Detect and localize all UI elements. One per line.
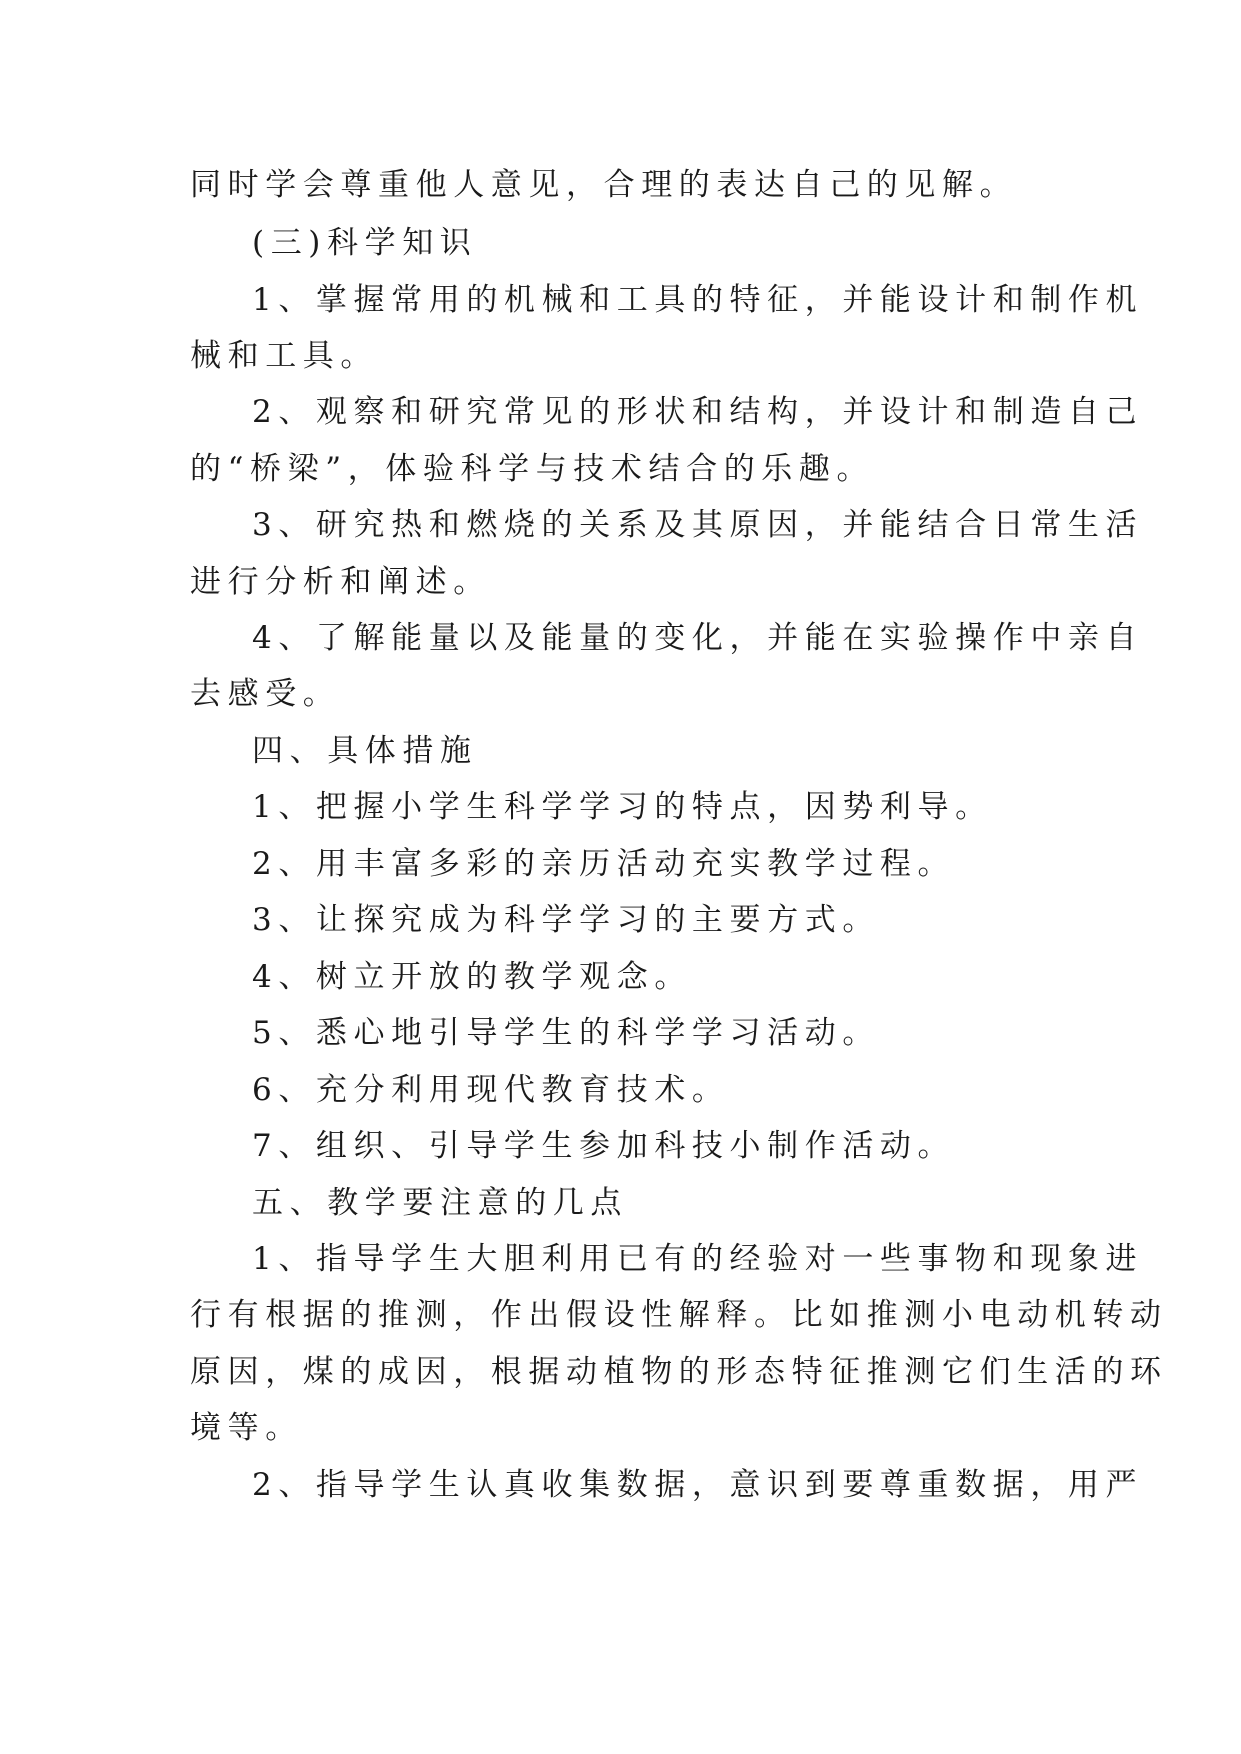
section-heading-teaching-notes: 五、教学要注意的几点 <box>252 1185 628 1221</box>
list-item: 1、把握小学生科学学习的特点，因势利导。 <box>252 789 993 825</box>
paragraph-line: 同时学会尊重他人意见，合理的表达自己的见解。 <box>190 167 1018 203</box>
paragraph-line: 1、掌握常用的机械和工具的特征，并能设计和制作机 <box>252 282 1144 318</box>
paragraph-line: 械和工具。 <box>190 338 378 374</box>
list-item: 2、用丰富多彩的亲历活动充实教学过程。 <box>252 846 956 882</box>
paragraph-line: 原因，煤的成因，根据动植物的形态特征推测它们生活的环 <box>190 1354 1168 1390</box>
paragraph-line: 3、研究热和燃烧的关系及其原因，并能结合日常生活 <box>252 507 1144 543</box>
list-item: 3、让探究成为科学学习的主要方式。 <box>252 902 880 938</box>
paragraph-line: 1、指导学生大胆利用已有的经验对一些事物和现象进 <box>252 1241 1144 1277</box>
paragraph-line: 2、指导学生认真收集数据，意识到要尊重数据，用严 <box>252 1467 1144 1503</box>
paragraph-line: 境等。 <box>190 1410 303 1446</box>
paragraph-line: 进行分析和阐述。 <box>190 564 491 600</box>
list-item: 5、悉心地引导学生的科学学习活动。 <box>252 1015 880 1051</box>
paragraph-line: 行有根据的推测，作出假设性解释。比如推测小电动机转动 <box>190 1297 1168 1333</box>
paragraph-line: 2、观察和研究常见的形状和结构，并设计和制造自己 <box>252 394 1144 430</box>
list-item: 6、充分利用现代教育技术。 <box>252 1072 730 1108</box>
paragraph-line: 4、了解能量以及能量的变化，并能在实验操作中亲自 <box>252 620 1144 656</box>
list-item: 7、组织、引导学生参加科技小制作活动。 <box>252 1128 956 1164</box>
section-heading-science-knowledge: (三)科学知识 <box>252 225 478 261</box>
paragraph-line: 去感受。 <box>190 676 341 712</box>
list-item: 4、树立开放的教学观念。 <box>252 959 692 995</box>
section-heading-measures: 四、具体措施 <box>252 733 478 769</box>
paragraph-line: 的“桥梁”，体验科学与技术结合的乐趣。 <box>190 451 875 487</box>
